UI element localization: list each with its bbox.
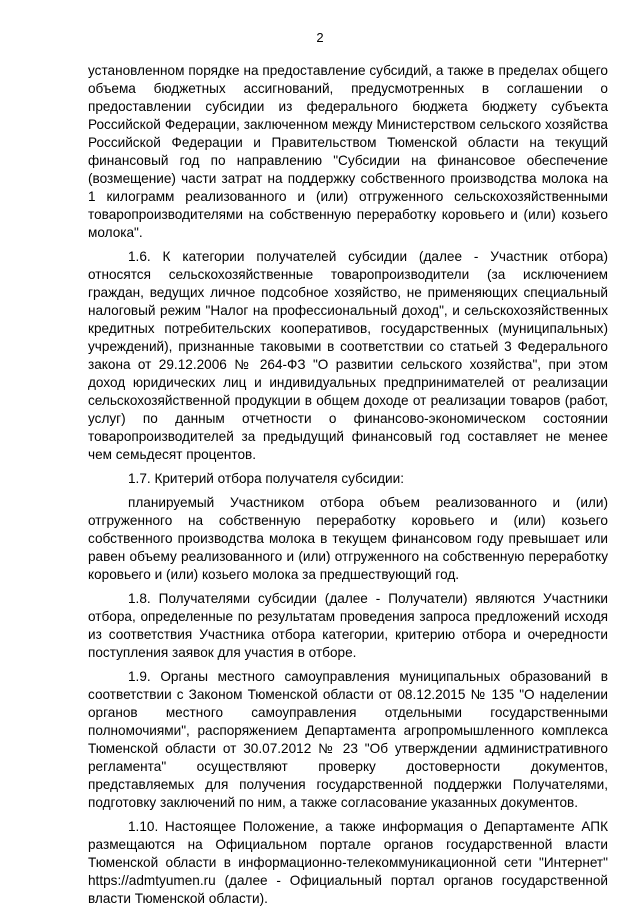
- paragraph-1-9-local-authorities: 1.9. Органы местного самоуправления муниципальных образований в соответствии с Законом Тюменской области от 08.12.2015 № 135 "О наделении органов местного самоуправления отдельными государственными полномочиями", распоряжением Департамента агропромышленного комплекса Тюменской области от 30.07.2012 № 23 "Об утверждении административного регламента" осуществляют проверку достоверности документов, представляемых для получения государственной поддержки Получателями, подготовку заключений по ним, а также согласование указанных документов.: [88, 669, 608, 810]
- paragraph-1-6-recipient-category: 1.6. К категории получателей субсидии (далее - Участник отбора) относятся сельскохозяйственные товаропроизводители (за исключением граждан, ведущих личное подсобное хозяйство, не применяющих специальный налоговый режим "Налог на профессиональный доход", и сельскохозяйственных кредитных потребительских кооперативов, государственных (муниципальных) учреждений), признанные таковыми в соответствии со статьей 3 Федерального закона от 29.12.2006 № 264-ФЗ "О развитии сельского хозяйства", при этом доход юридических лиц и индивидуальных предпринимателей от реализации сельскохозяйственной продукции в общем доходе от реализации товаров (работ, услуг) по данным отчетности о финансово-экономическом состоянии товаропроизводителей за предыдущий финансовый год составляет не менее чем семьдесят процентов.: [88, 249, 608, 462]
- paragraph-1-7-selection-criterion: 1.7. Критерий отбора получателя субсидии:: [128, 471, 405, 486]
- paragraph-criterion-detail: планируемый Участником отбора объем реализованного и (или) отгруженного на собственную переработку коровьего и (или) козьего собственного производства молока в текущем финансовом году превышает или равен объему реализованного и (или) отгруженного на собственную переработку коровьего и (или) козьего молока за предшествующий год.: [88, 495, 608, 582]
- document-body: [88, 62, 608, 914]
- paragraph-1-8-recipients: 1.8. Получателями субсидии (далее - Получатели) являются Участники отбора, определенные по результатам проведения запроса предложений исходя из соответствия Участника отбора категории, критерию отбора и очередности поступления заявок для участия в отборе.: [88, 591, 608, 660]
- page-number: 2: [316, 30, 324, 45]
- paragraph-1-10-publication: 1.10. Настоящее Положение, а также информация о Департаменте АПК размещаются на Официальном портале органов государственной власти Тюменской области в информационно-телекоммуникационной сети "Интернет" https://admtyumen.ru (далее - Официальный портал органов государственной власти Тюменской области).: [88, 819, 608, 906]
- paragraph-funding-scope: установленном порядке на предоставление субсидий, а также в пределах общего объема бюджетных ассигнований, предусмотренных в соглашении о предоставлении субсидии из федерального бюджета бюджету субъекта Российской Федерации, заключенном между Министерством сельского хозяйства Российской Федерации и Правительством Тюменской области на текущий финансовый год по направлению "Субсидии на финансовое обеспечение (возмещение) части затрат на поддержку собственного производства молока на 1 килограмм реализованного и (или) отгруженного сельскохозяйственными товаропроизводителями на собственную переработку коровьего и (или) козьего молока".: [88, 63, 608, 240]
